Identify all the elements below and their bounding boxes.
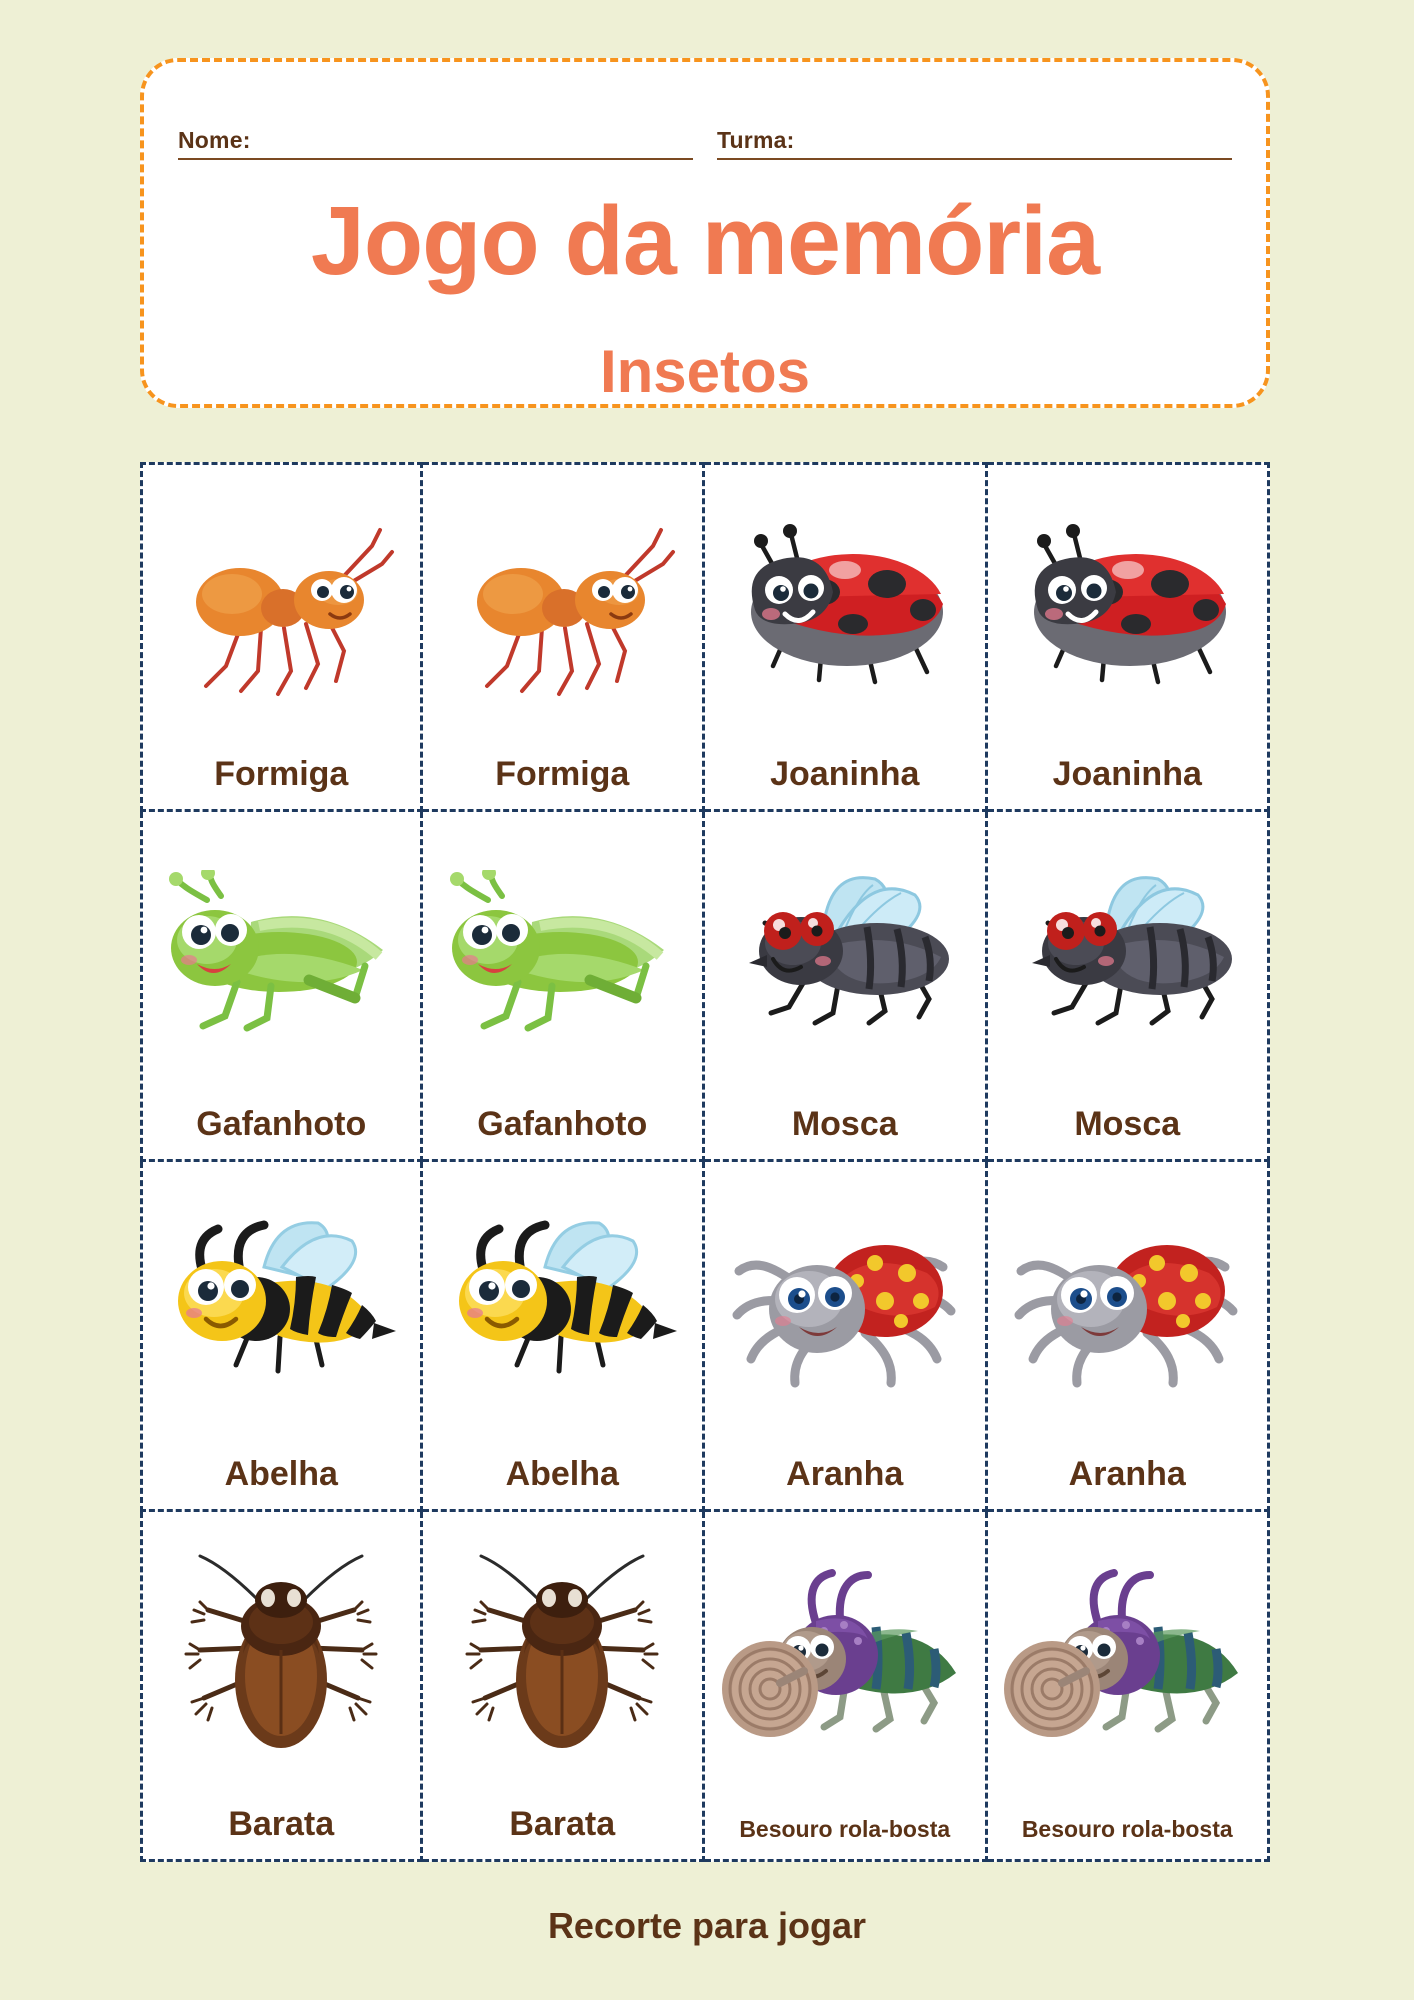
card-label: Besouro rola-bosta <box>1021 1815 1233 1842</box>
ladybug-icon <box>988 465 1268 757</box>
card-label: Gafanhoto <box>196 1105 367 1144</box>
card-label: Joaninha <box>770 755 920 794</box>
name-field[interactable] <box>178 100 693 160</box>
grasshopper-icon <box>143 812 420 1107</box>
card-label: Aranha <box>786 1455 904 1494</box>
header-card <box>140 58 1270 408</box>
page-title: Jogo da memória <box>310 186 1100 295</box>
spider-icon <box>988 1162 1268 1457</box>
card-besouro-rola-bosta[interactable] <box>988 1512 1271 1862</box>
card-formiga[interactable] <box>140 462 423 812</box>
fly-icon <box>705 812 985 1107</box>
spider-icon <box>705 1162 985 1457</box>
card-label: Barata <box>228 1805 335 1844</box>
page-subtitle: Insetos <box>599 338 811 405</box>
card-label: Abelha <box>505 1455 619 1494</box>
card-mosca[interactable] <box>988 812 1271 1162</box>
dung-beetle-icon <box>988 1512 1268 1817</box>
card-label: Formiga <box>495 755 630 794</box>
card-mosca[interactable] <box>705 812 988 1162</box>
card-abelha[interactable] <box>140 1162 423 1512</box>
card-label: Abelha <box>224 1455 338 1494</box>
cockroach-icon <box>143 1512 420 1807</box>
card-abelha[interactable] <box>423 1162 706 1512</box>
card-label: Mosca <box>1074 1105 1181 1144</box>
card-aranha[interactable] <box>705 1162 988 1512</box>
dung-beetle-icon <box>705 1512 985 1817</box>
card-gafanhoto[interactable] <box>423 812 706 1162</box>
card-gafanhoto[interactable] <box>140 812 423 1162</box>
class-field[interactable] <box>717 100 1232 160</box>
grasshopper-icon <box>423 812 703 1107</box>
card-label: Barata <box>509 1805 616 1844</box>
ant-icon <box>423 465 703 757</box>
card-label: Aranha <box>1068 1455 1186 1494</box>
name-field-label: Nome: <box>178 127 251 153</box>
cockroach-icon <box>423 1512 703 1807</box>
bee-icon <box>143 1162 420 1457</box>
card-aranha[interactable] <box>988 1162 1271 1512</box>
card-besouro-rola-bosta[interactable] <box>705 1512 988 1862</box>
card-label: Formiga <box>214 755 349 794</box>
student-info-row <box>144 100 1266 160</box>
card-label: Besouro rola-bosta <box>739 1815 951 1842</box>
card-joaninha[interactable] <box>988 462 1271 812</box>
card-barata[interactable] <box>423 1512 706 1862</box>
card-joaninha[interactable] <box>705 462 988 812</box>
card-formiga[interactable] <box>423 462 706 812</box>
card-label: Gafanhoto <box>477 1105 648 1144</box>
ant-icon <box>143 465 420 757</box>
card-barata[interactable] <box>140 1512 423 1862</box>
footer-note: Recorte para jogar <box>547 1905 867 1946</box>
bee-icon <box>423 1162 703 1457</box>
class-field-label: Turma: <box>717 127 795 153</box>
ladybug-icon <box>705 465 985 757</box>
card-label: Mosca <box>791 1105 898 1144</box>
card-label: Joaninha <box>1052 755 1202 794</box>
fly-icon <box>988 812 1268 1107</box>
memory-cards-grid <box>140 462 1270 1862</box>
